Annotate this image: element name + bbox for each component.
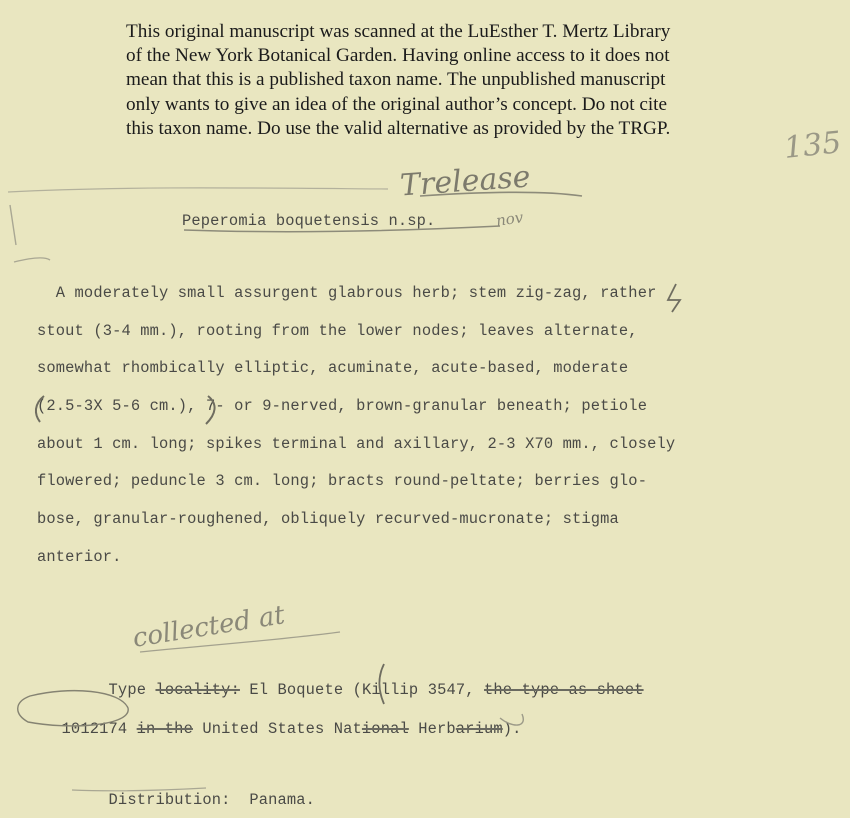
- description-line: A moderately small assurgent glabrous herb; stem zig-zag, rather: [37, 284, 657, 302]
- sheet-line: [24, 702, 522, 756]
- notice-line: of the New York Botanical Garden. Having online access to it does not: [126, 45, 670, 67]
- handwritten-collected-at: collected at: [130, 600, 287, 654]
- struck-locality: locality:: [155, 681, 240, 699]
- notice-line: mean that this is a published taxon name. The unpublished manuscript: [126, 69, 666, 91]
- zigzag-correction: [668, 284, 680, 312]
- notice-line: only wants to give an idea of the original author’s concept. Do not cite: [126, 93, 668, 115]
- type-collector: (Killip 3547,: [352, 681, 475, 699]
- distribution-label: Distribution:: [108, 791, 231, 809]
- struck-arium: arium: [455, 720, 503, 738]
- struck-in-the: in the: [136, 720, 193, 738]
- description-line: stout (3-4 mm.), rooting from the lower nodes; leaves alternate,: [37, 322, 638, 340]
- herbarium-name-a: United States Nat: [202, 720, 362, 738]
- description-line: flowered; peduncle 3 cm. long; bracts round-peltate; berries glo-: [37, 472, 648, 490]
- species-title: Peperomia boquetensis n.sp.: [182, 212, 436, 230]
- handwritten-page-number: 135: [782, 125, 843, 166]
- description-line: (2.5-3X 5-6 cm.), 7- or 9-nerved, brown-granular beneath; petiole: [37, 397, 648, 415]
- struck-type-sheet: the type as sheet: [484, 681, 644, 699]
- description-line: somewhat rhombically elliptic, acuminate, acute-based, moderate: [37, 359, 629, 377]
- description-line: about 1 cm. long; spikes terminal and axillary, 2-3 X70 mm., closely: [37, 435, 676, 453]
- description-line: bose, granular-roughened, obliquely recurved-mucronate; stigma: [37, 510, 619, 528]
- notice-line: this taxon name. Do use the valid alternative as provided by the TRGP.: [126, 117, 671, 139]
- herbarium-name-b: Herb: [418, 720, 456, 738]
- description-line: anterior.: [37, 548, 122, 566]
- type-label: Type: [108, 681, 147, 699]
- distribution-value: Panama.: [249, 791, 316, 809]
- type-place: El Boquete: [249, 681, 344, 699]
- margin-scribble-hook: [10, 205, 50, 262]
- distribution-line: [71, 773, 315, 818]
- struck-ional: ional: [361, 720, 409, 738]
- handwritten-author: Trelease: [398, 159, 532, 204]
- sheet-number: 1012174: [61, 720, 128, 738]
- notice-line: This original manuscript was scanned at the LuEsther T. Mertz Library: [126, 21, 671, 42]
- sheet-line-end: ).: [502, 720, 522, 738]
- library-notice: [126, 20, 776, 141]
- margin-scribble-line: [8, 188, 388, 192]
- handwritten-nov: nov: [494, 208, 525, 230]
